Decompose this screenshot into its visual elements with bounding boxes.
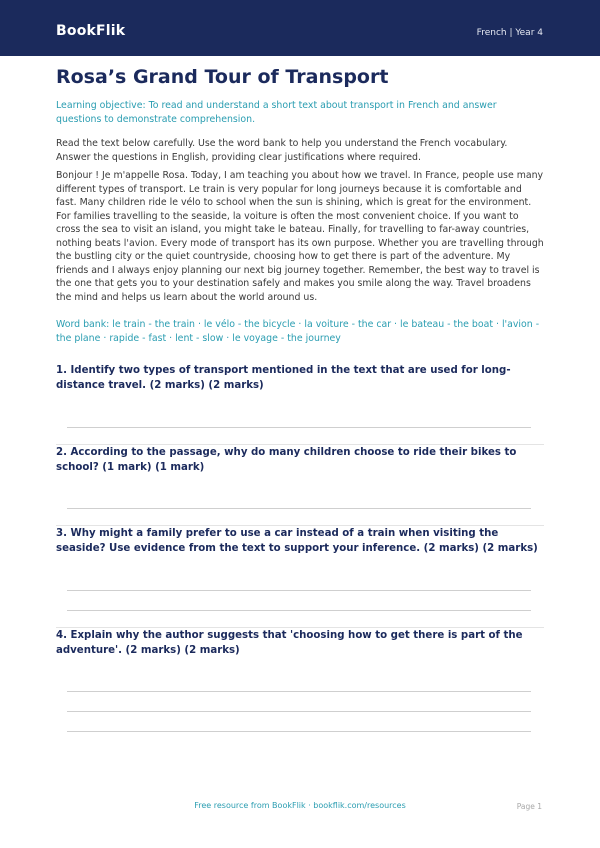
brand-logo: BookFlik [56,23,126,39]
page-number: Page 1 [516,802,542,811]
question-2: 2. According to the passage, why do many children choose to ride their bikes to school? (1 mark) (1 mark) [56,447,517,473]
answer-line[interactable] [67,427,531,428]
word-bank: Word bank: le train - the train · le vélo - the bicycle · la voiture - the car · le bateau - the boat · l'avion - the plane · rapide - fast · lent - slow · le voyage - the journey [56,319,540,344]
reading-passage: Bonjour ! Je m'appelle Rosa. Today, I am teaching you about how we travel. In France, people use many different types of transport. Le train is very popular for long journeys because it is comfortable and fast. Many children ride le vélo to school when the sun is shining, which is great for the environment. For families travelling to the seaside, la voiture is often the most convenient choice. If you want to cross the sea to visit an island, you might take le bateau. Finally, for travelling to far-away countries, nothing beats l'avion. Every mode of transport has its own purpose. Whether you are travelling through the bustling city or the quiet countryside, choosing how to get there is part of the adventure. My friends and I always enjoy planning our next big journey together. Remember, the best way to travel is the one that gets you to your destination safely and makes you smile along the way. Travel broadens the mind and helps us learn about the world around us. [56,170,544,303]
question-3: 3. Why might a family prefer to use a car instead of a train when visiting the seaside? Use evidence from the text to support your inference. (2 marks) (2 marks) [56,528,538,554]
answer-line[interactable] [67,711,531,712]
subject-year-label: French | Year 4 [476,28,543,38]
answer-line[interactable] [67,610,531,611]
header-bar [0,0,600,56]
question-1: 1. Identify two types of transport mentioned in the text that are used for long-distance travel. (2 marks) (2 marks) [56,365,511,391]
divider [56,444,544,445]
divider [56,627,544,628]
answer-line[interactable] [67,508,531,509]
question-4: 4. Explain why the author suggests that 'choosing how to get there is part of the adventure'. (2 marks) (2 marks) [56,630,523,656]
footer-resource-link[interactable]: Free resource from BookFlik · bookflik.com/resources [194,801,406,810]
answer-line[interactable] [67,590,531,591]
answer-line[interactable] [67,691,531,692]
divider [56,525,544,526]
page-title: Rosa’s Grand Tour of Transport [56,66,389,88]
learning-objective: Learning objective: To read and understand a short text about transport in French and answer questions to demonstrate comprehension. [56,100,497,125]
answer-line[interactable] [67,731,531,732]
instructions: Read the text below carefully. Use the word bank to help you understand the French vocabulary. Answer the questions in English, providing clear justifications where required. [56,138,508,163]
